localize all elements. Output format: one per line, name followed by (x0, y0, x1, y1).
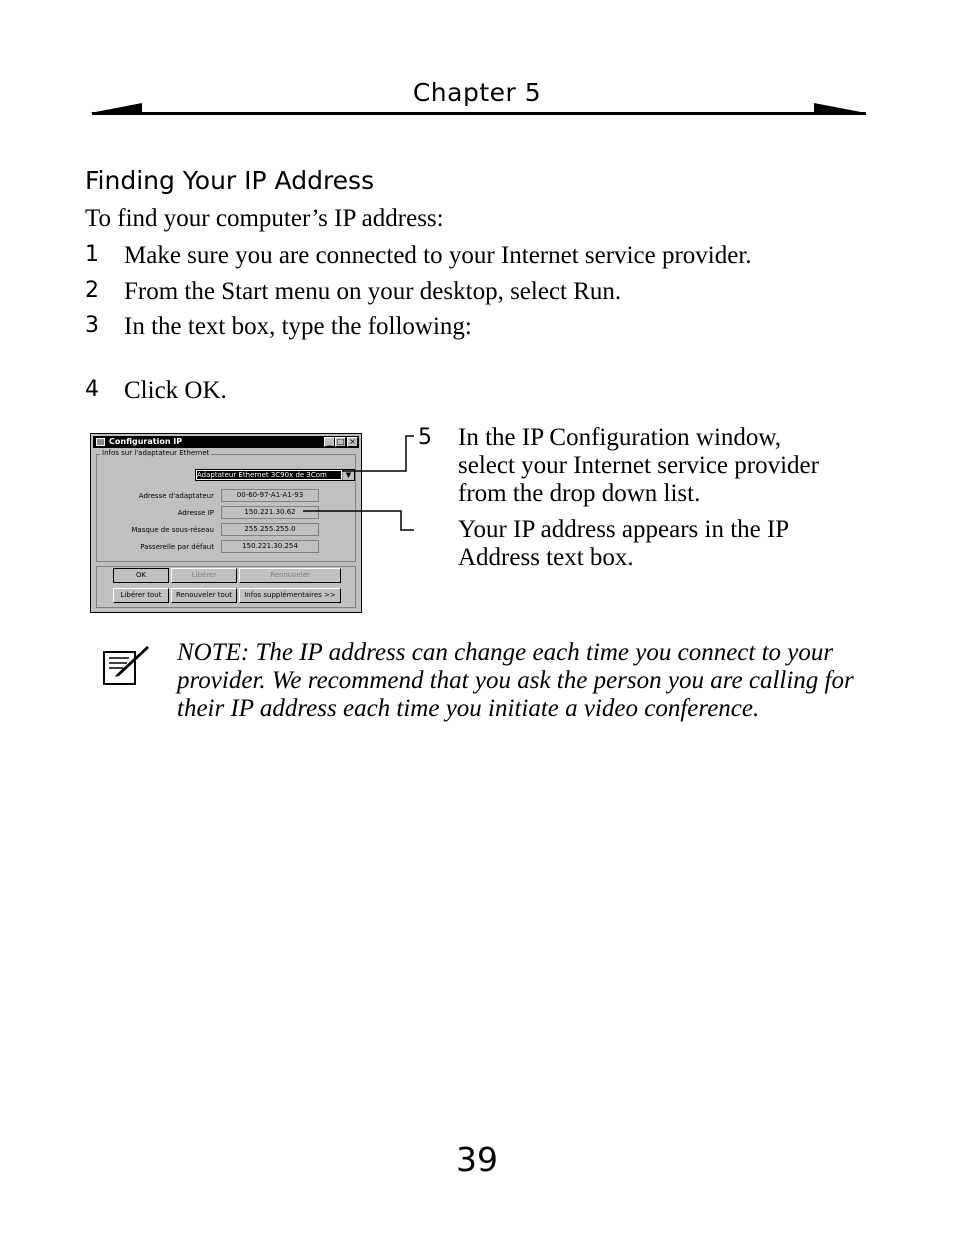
step-text: From the Start menu on your desktop, select Run. (124, 278, 622, 305)
section-heading: Finding Your IP Address (85, 166, 375, 195)
adapter-address-field: 00-60-97-A1-A1-93 (221, 489, 319, 502)
callout-number: 5 (418, 425, 432, 450)
callout-text-line: from the drop down list. (458, 480, 701, 507)
subnet-mask-field: 255.255.255.0 (221, 523, 319, 536)
more-info-button[interactable]: Infos supplémentaires >> (239, 588, 341, 603)
close-icon[interactable]: × (347, 437, 358, 447)
release-button[interactable]: Libérer (171, 568, 237, 583)
adapter-group-label: Infos sur l'adaptateur Ethernet (102, 449, 210, 457)
renew-button[interactable]: Renouveler (239, 568, 341, 583)
field-label: Adresse IP (177, 509, 214, 517)
step-text: In the text box, type the following: (124, 313, 472, 340)
note-line: provider. We recommend that you ask the person you are calling for (177, 667, 854, 694)
callout-text-line: Your IP address appears in the IP (458, 516, 790, 543)
note-text (177, 639, 854, 723)
note-line: NOTE: The IP address can change each time you connect to your (177, 639, 834, 666)
minimize-icon[interactable]: _ (324, 437, 335, 447)
step-number: 2 (85, 278, 99, 303)
note-line: their IP address each time you initiate a video conference. (177, 695, 760, 722)
step-number: 1 (85, 242, 99, 267)
field-label: Adresse d'adaptateur (138, 492, 214, 500)
ok-button[interactable]: OK (113, 568, 169, 583)
release-all-button[interactable]: Libérer tout (113, 588, 169, 603)
default-gateway-field: 150.221.30.254 (221, 540, 319, 553)
step-text: Make sure you are connected to your Internet service provider. (124, 242, 752, 269)
field-label: Passerelle par défaut (140, 543, 214, 551)
step-number: 4 (85, 377, 99, 402)
renew-all-button[interactable]: Renouveler tout (171, 588, 237, 603)
ip-address-field: 150.221.30.62 (221, 506, 319, 519)
intro-text: To find your computer’s IP address: (85, 205, 444, 232)
page-number: 39 (456, 1140, 498, 1179)
step-text: Click OK. (124, 377, 227, 404)
step-number: 3 (85, 313, 99, 338)
field-label: Masque de sous-réseau (131, 526, 214, 534)
callout-text-line: In the IP Configuration window, (458, 424, 782, 451)
dialog-title: Configuration IP (109, 437, 183, 446)
adapter-selected-value: Adaptateur Ethernet 3C90x de 3Com (197, 471, 341, 479)
callout-text-line: select your Internet service provider (458, 452, 819, 479)
callout-text-line: Address text box. (458, 544, 634, 571)
note-pencil-icon (103, 644, 149, 686)
chevron-down-icon[interactable]: ▼ (342, 470, 354, 480)
chapter-title: Chapter 5 (412, 78, 542, 107)
maximize-icon[interactable]: □ (336, 437, 345, 446)
